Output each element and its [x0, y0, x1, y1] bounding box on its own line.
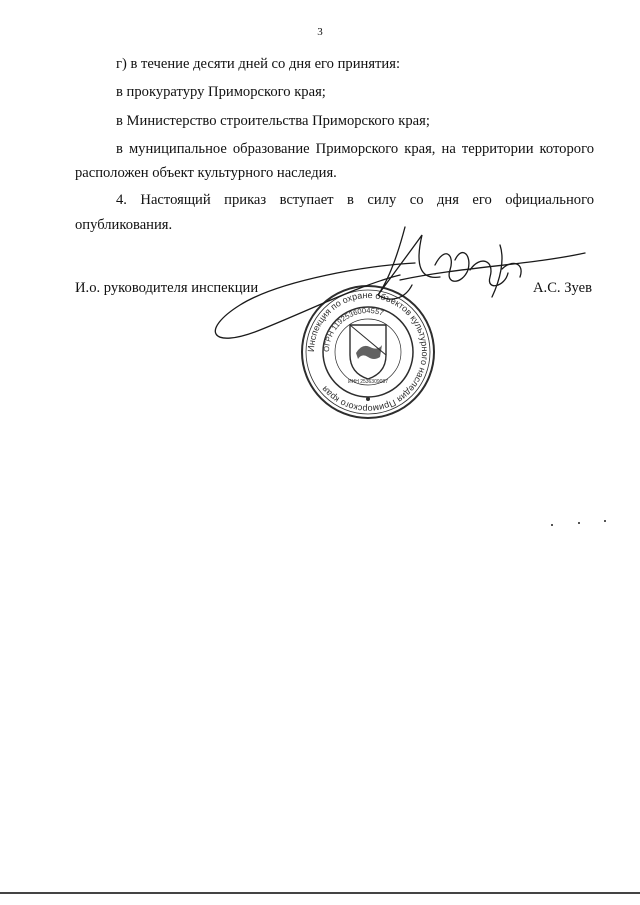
signer-position: И.о. руководителя инспекции	[75, 280, 259, 296]
scan-speck	[551, 524, 553, 526]
page-number: 3	[317, 26, 323, 38]
seal-and-signature	[200, 225, 600, 425]
seal-inner-text: ОГРН 1192536004557	[321, 305, 385, 353]
scan-speck	[604, 520, 606, 522]
seal-outer-text: Инспекция по охране объектов культурного наследия Приморского края	[305, 289, 431, 415]
paragraph-prosecutor: в прокуратуру Приморского края;	[116, 84, 326, 100]
paragraph-ministry: в Министерство строительства Приморского края;	[116, 113, 430, 129]
paragraph-municipal-line-2: расположен объект культурного наследия.	[75, 165, 337, 181]
scan-edge-bottom	[0, 892, 640, 894]
paragraph-g: г) в течение десяти дней со дня его принятия:	[116, 56, 401, 72]
official-seal-icon	[302, 286, 434, 418]
signer-name: А.С. Зуев	[533, 280, 593, 296]
paragraph-item4-line-1: 4. Настоящий приказ вступает в силу со дня его официального	[116, 192, 594, 208]
paragraph-item4-line-2: опубликования.	[75, 217, 173, 233]
scan-speck	[578, 522, 580, 524]
paragraph-municipal-line-1: в муниципальное образование Приморского края, на территории которого	[116, 141, 594, 157]
seal-center-text: ИНН 2536309087	[347, 379, 389, 385]
